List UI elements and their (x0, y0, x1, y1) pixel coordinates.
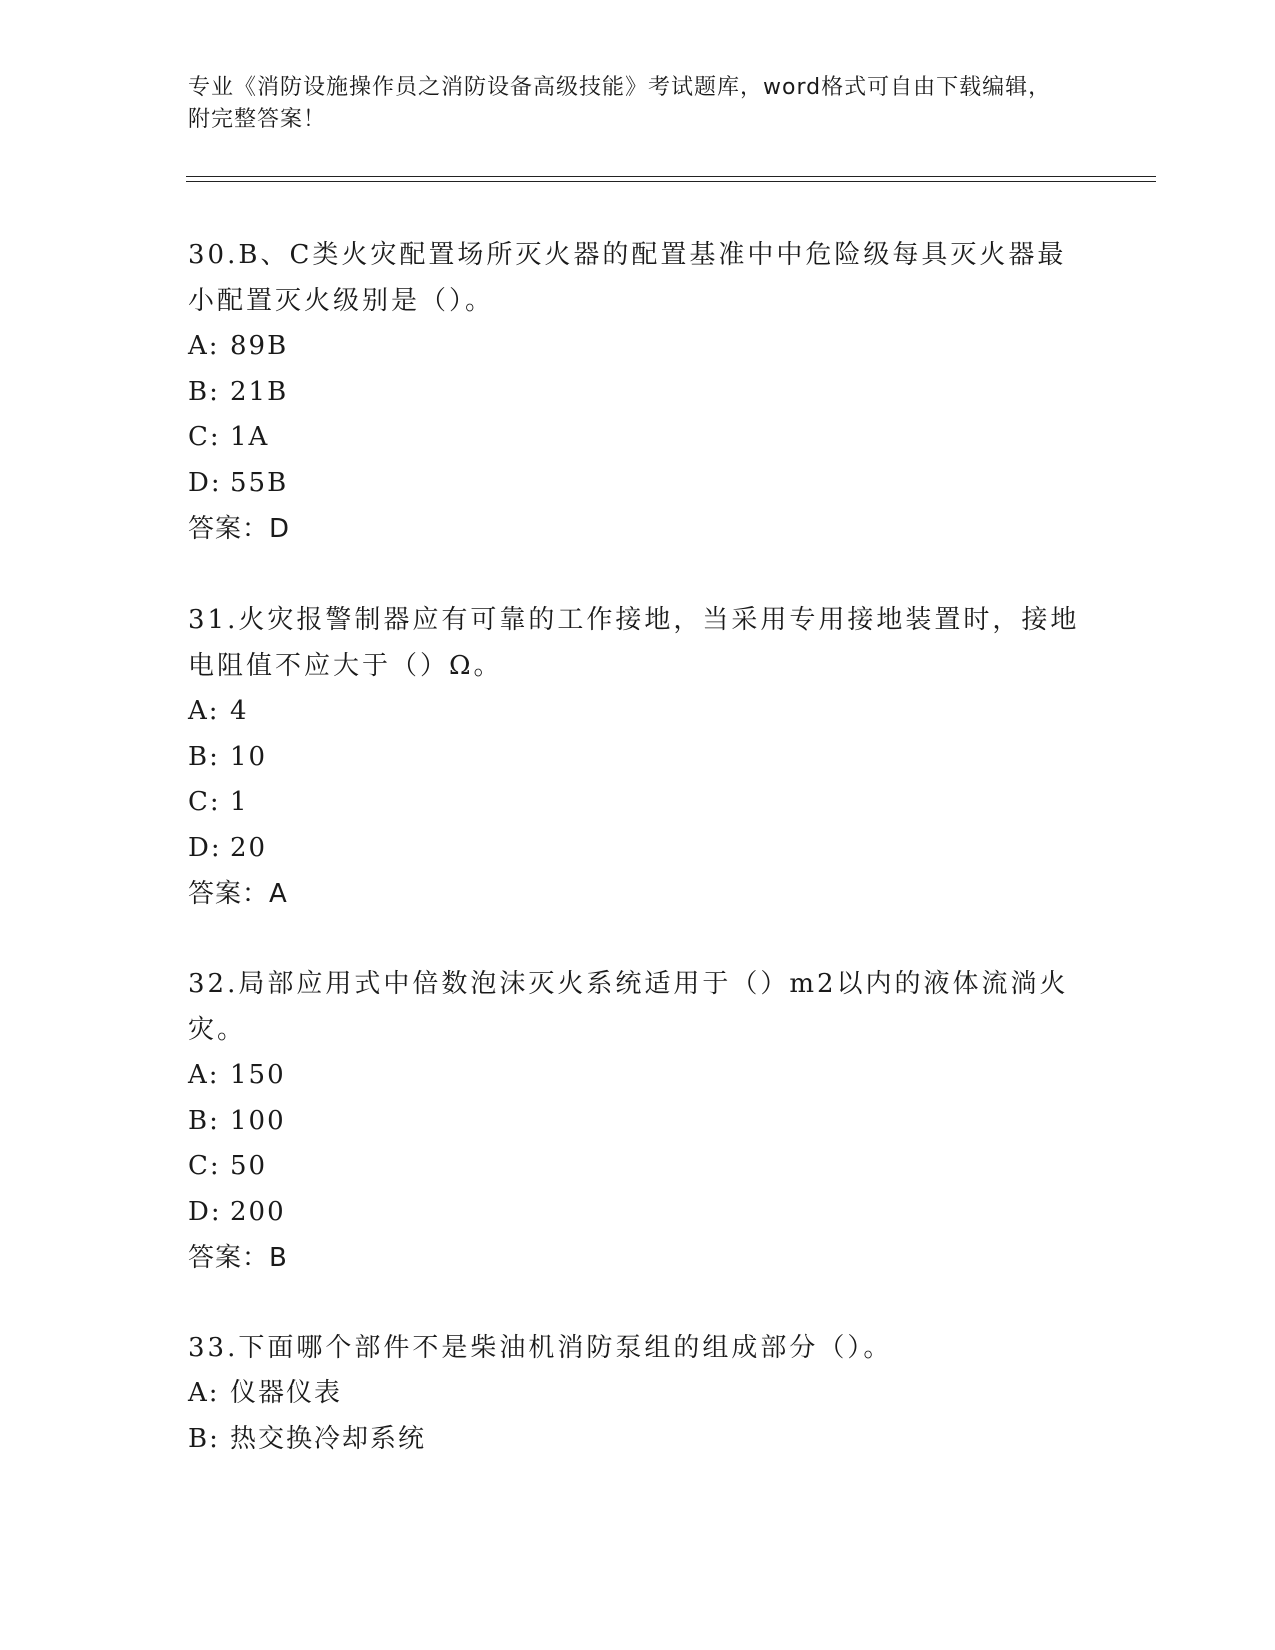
option-key: B: (188, 741, 220, 772)
option-c (188, 1144, 1088, 1190)
option-key: A: (188, 696, 220, 726)
option-text: 21B (230, 376, 289, 407)
option-text: 200 (230, 1196, 286, 1227)
option-d (188, 461, 1088, 507)
option-key: B: (188, 1105, 220, 1136)
answer-line: 答案：A (188, 879, 288, 909)
option-b (188, 1099, 1088, 1145)
header-divider-bottom (186, 181, 1156, 182)
option-text: 89B (230, 331, 289, 361)
option-text: 20 (230, 832, 268, 863)
option-key: A: (188, 1378, 220, 1408)
option-text: 150 (230, 1060, 286, 1090)
option-b (188, 735, 1088, 781)
option-text: 10 (230, 741, 268, 772)
option-key: B: (188, 1423, 220, 1454)
option-a (188, 1371, 1088, 1417)
question-31 (188, 597, 1088, 917)
option-key: D: (188, 467, 222, 498)
answer-line: 答案：D (188, 514, 291, 544)
option-c (188, 415, 1088, 461)
question-30 (188, 232, 1088, 552)
question-stem: 32.局部应用式中倍数泡沫灭火系统适用于（）m2以内的液体流淌火灾。 (188, 969, 1069, 1045)
option-key: A: (188, 1060, 220, 1090)
option-key: A: (188, 331, 220, 361)
question-stem: 33.下面哪个部件不是柴油机消防泵组的组成部分（）。 (188, 1333, 893, 1363)
option-text: 4 (230, 696, 249, 726)
option-text: 仪器仪表 (230, 1378, 343, 1408)
question-32 (188, 961, 1088, 1281)
option-text: 热交换冷却系统 (230, 1423, 427, 1454)
option-d (188, 826, 1088, 872)
option-text: 50 (230, 1151, 268, 1181)
option-c (188, 780, 1088, 826)
option-text: 1 (230, 787, 249, 817)
question-stem: 30.B、C类火灾配置场所灭火器的配置基准中中危险级每具灭火器最小配置灭火级别是（）。 (188, 240, 1067, 316)
option-text: 55B (230, 467, 289, 498)
question-stem: 31.火灾报警制器应有可靠的工作接地，当采用专用接地装置时，接地电阻值不应大于（）Ω。 (188, 605, 1080, 681)
question-33 (188, 1325, 1088, 1462)
option-a (188, 1053, 1088, 1099)
option-a (188, 324, 1088, 370)
option-d (188, 1190, 1088, 1236)
option-key: C: (188, 422, 221, 452)
answer-line: 答案：B (188, 1243, 288, 1273)
option-key: C: (188, 1151, 221, 1181)
document-header-intro: 专业《消防设施操作员之消防设备高级技能》考试题库，word格式可自由下载编辑，附完整答案！ (188, 75, 1052, 132)
option-text: 1A (230, 422, 270, 452)
option-key: C: (188, 787, 221, 817)
option-key: B: (188, 376, 220, 407)
header-divider-top (186, 176, 1156, 177)
option-key: D: (188, 1196, 222, 1227)
option-a (188, 689, 1088, 735)
option-b (188, 370, 1088, 416)
option-text: 100 (230, 1105, 286, 1136)
option-b (188, 1417, 1088, 1463)
option-key: D: (188, 832, 222, 863)
